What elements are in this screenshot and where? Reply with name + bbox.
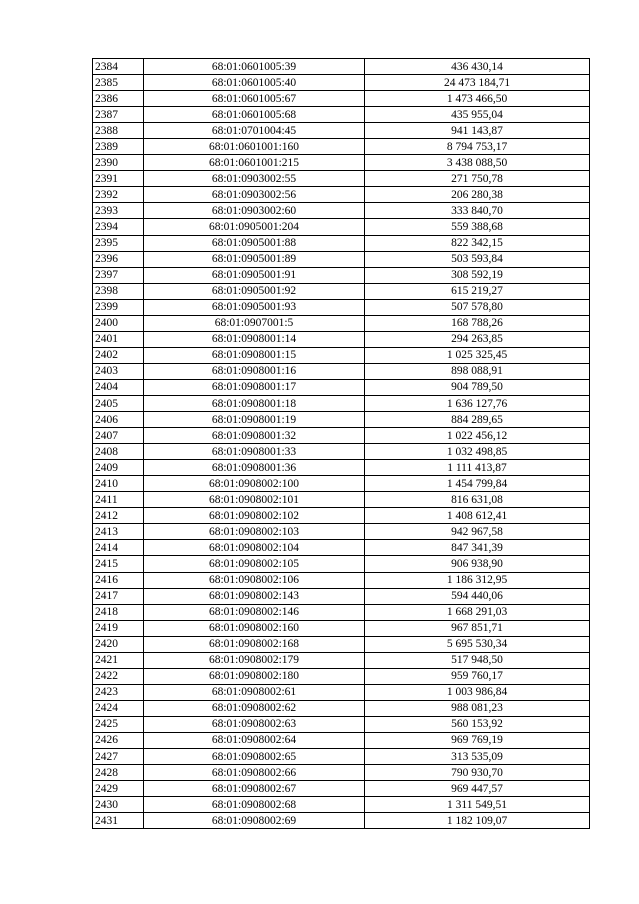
cadastral-value-cell: 333 840,70 xyxy=(365,203,590,219)
cadastral-value-cell: 1 454 799,84 xyxy=(365,476,590,492)
cadastral-value-cell: 294 263,85 xyxy=(365,331,590,347)
cadastral-number-cell: 68:01:0908002:179 xyxy=(144,652,365,668)
cadastral-value-cell: 1 032 498,85 xyxy=(365,444,590,460)
table-row xyxy=(93,444,590,460)
table-row xyxy=(93,636,590,652)
row-number-cell: 2421 xyxy=(93,652,144,668)
table-row xyxy=(93,572,590,588)
cadastral-number-cell: 68:01:0908002:102 xyxy=(144,508,365,524)
cadastral-value-cell: 24 473 184,71 xyxy=(365,75,590,91)
cadastral-value-cell: 942 967,58 xyxy=(365,524,590,540)
table-row xyxy=(93,700,590,716)
cadastral-value-cell: 517 948,50 xyxy=(365,652,590,668)
cadastral-number-cell: 68:01:0908001:17 xyxy=(144,379,365,395)
cadastral-number-cell: 68:01:0908002:168 xyxy=(144,636,365,652)
table-row xyxy=(93,59,590,75)
row-number-cell: 2410 xyxy=(93,476,144,492)
cadastral-value-cell: 1 111 413,87 xyxy=(365,460,590,476)
row-number-cell: 2399 xyxy=(93,299,144,315)
cadastral-number-cell: 68:01:0908002:63 xyxy=(144,716,365,732)
cadastral-number-cell: 68:01:0903002:56 xyxy=(144,187,365,203)
table-row xyxy=(93,524,590,540)
cadastral-number-cell: 68:01:0908002:69 xyxy=(144,813,365,829)
table-body xyxy=(93,59,590,829)
table-row xyxy=(93,267,590,283)
cadastral-value-cell: 206 280,38 xyxy=(365,187,590,203)
cadastral-number-cell: 68:01:0601005:40 xyxy=(144,75,365,91)
row-number-cell: 2404 xyxy=(93,379,144,395)
cadastral-value-cell: 436 430,14 xyxy=(365,59,590,75)
cadastral-value-cell: 904 789,50 xyxy=(365,379,590,395)
cadastral-value-cell: 1 636 127,76 xyxy=(365,395,590,411)
cadastral-number-cell: 68:01:0908001:33 xyxy=(144,444,365,460)
table-row xyxy=(93,588,590,604)
cadastral-value-cell: 790 930,70 xyxy=(365,765,590,781)
cadastral-value-cell: 1 311 549,51 xyxy=(365,797,590,813)
cadastral-number-cell: 68:01:0601005:39 xyxy=(144,59,365,75)
table-row xyxy=(93,668,590,684)
cadastral-value-cell: 559 388,68 xyxy=(365,219,590,235)
table-row xyxy=(93,107,590,123)
cadastral-number-cell: 68:01:0701004:45 xyxy=(144,123,365,139)
cadastral-value-cell: 313 535,09 xyxy=(365,749,590,765)
row-number-cell: 2402 xyxy=(93,347,144,363)
row-number-cell: 2424 xyxy=(93,700,144,716)
row-number-cell: 2397 xyxy=(93,267,144,283)
cadastral-number-cell: 68:01:0908002:101 xyxy=(144,492,365,508)
cadastral-value-cell: 898 088,91 xyxy=(365,363,590,379)
cadastral-number-cell: 68:01:0905001:204 xyxy=(144,219,365,235)
cadastral-number-cell: 68:01:0905001:88 xyxy=(144,235,365,251)
table-row xyxy=(93,428,590,444)
row-number-cell: 2423 xyxy=(93,684,144,700)
cadastral-value-cell: 8 794 753,17 xyxy=(365,139,590,155)
cadastral-value-cell: 1 022 456,12 xyxy=(365,428,590,444)
table-row xyxy=(93,331,590,347)
row-number-cell: 2393 xyxy=(93,203,144,219)
table-row xyxy=(93,203,590,219)
table-row xyxy=(93,315,590,331)
cadastral-number-cell: 68:01:0908002:67 xyxy=(144,781,365,797)
table-row xyxy=(93,781,590,797)
cadastral-number-cell: 68:01:0601001:160 xyxy=(144,139,365,155)
cadastral-number-cell: 68:01:0908001:19 xyxy=(144,412,365,428)
cadastral-number-cell: 68:01:0908001:14 xyxy=(144,331,365,347)
cadastral-number-cell: 68:01:0905001:91 xyxy=(144,267,365,283)
cadastral-value-cell: 906 938,90 xyxy=(365,556,590,572)
cadastral-value-cell: 168 788,26 xyxy=(365,315,590,331)
cadastral-value-cell: 967 851,71 xyxy=(365,620,590,636)
row-number-cell: 2429 xyxy=(93,781,144,797)
cadastral-value-cell: 308 592,19 xyxy=(365,267,590,283)
cadastral-value-cell: 884 289,65 xyxy=(365,412,590,428)
row-number-cell: 2398 xyxy=(93,283,144,299)
cadastral-value-cell: 847 341,39 xyxy=(365,540,590,556)
row-number-cell: 2418 xyxy=(93,604,144,620)
table-row xyxy=(93,716,590,732)
row-number-cell: 2391 xyxy=(93,171,144,187)
table-row xyxy=(93,171,590,187)
table-row xyxy=(93,123,590,139)
row-number-cell: 2403 xyxy=(93,363,144,379)
cadastral-value-cell: 1 668 291,03 xyxy=(365,604,590,620)
row-number-cell: 2428 xyxy=(93,765,144,781)
table-row xyxy=(93,395,590,411)
table-row xyxy=(93,797,590,813)
table-row xyxy=(93,139,590,155)
cadastral-number-cell: 68:01:0908002:61 xyxy=(144,684,365,700)
table-row xyxy=(93,652,590,668)
cadastral-number-cell: 68:01:0903002:60 xyxy=(144,203,365,219)
table-row xyxy=(93,187,590,203)
cadastral-number-cell: 68:01:0908002:68 xyxy=(144,797,365,813)
cadastral-value-cell: 1 003 986,84 xyxy=(365,684,590,700)
table-row xyxy=(93,347,590,363)
cadastral-value-cell: 969 447,57 xyxy=(365,781,590,797)
cadastral-value-cell: 5 695 530,34 xyxy=(365,636,590,652)
table-row xyxy=(93,508,590,524)
table-row xyxy=(93,363,590,379)
table-row xyxy=(93,235,590,251)
cadastral-value-cell: 941 143,87 xyxy=(365,123,590,139)
cadastral-value-cell: 988 081,23 xyxy=(365,700,590,716)
cadastral-number-cell: 68:01:0908002:64 xyxy=(144,732,365,748)
cadastral-value-table xyxy=(92,58,590,829)
row-number-cell: 2430 xyxy=(93,797,144,813)
cadastral-number-cell: 68:01:0908002:65 xyxy=(144,749,365,765)
row-number-cell: 2405 xyxy=(93,395,144,411)
row-number-cell: 2388 xyxy=(93,123,144,139)
row-number-cell: 2409 xyxy=(93,460,144,476)
table-row xyxy=(93,492,590,508)
cadastral-number-cell: 68:01:0908002:146 xyxy=(144,604,365,620)
cadastral-number-cell: 68:01:0905001:93 xyxy=(144,299,365,315)
table-row xyxy=(93,540,590,556)
cadastral-number-cell: 68:01:0905001:89 xyxy=(144,251,365,267)
row-number-cell: 2390 xyxy=(93,155,144,171)
row-number-cell: 2412 xyxy=(93,508,144,524)
table-row xyxy=(93,813,590,829)
cadastral-value-cell: 503 593,84 xyxy=(365,251,590,267)
cadastral-value-cell: 435 955,04 xyxy=(365,107,590,123)
table-row xyxy=(93,155,590,171)
cadastral-number-cell: 68:01:0908001:36 xyxy=(144,460,365,476)
row-number-cell: 2386 xyxy=(93,91,144,107)
table-row xyxy=(93,75,590,91)
row-number-cell: 2406 xyxy=(93,412,144,428)
table-row xyxy=(93,749,590,765)
cadastral-number-cell: 68:01:0908001:16 xyxy=(144,363,365,379)
table-row xyxy=(93,765,590,781)
cadastral-value-cell: 816 631,08 xyxy=(365,492,590,508)
row-number-cell: 2392 xyxy=(93,187,144,203)
cadastral-number-cell: 68:01:0907001:5 xyxy=(144,315,365,331)
cadastral-value-cell: 959 760,17 xyxy=(365,668,590,684)
table-row xyxy=(93,283,590,299)
cadastral-value-cell: 822 342,15 xyxy=(365,235,590,251)
cadastral-value-cell: 594 440,06 xyxy=(365,588,590,604)
table-row xyxy=(93,299,590,315)
row-number-cell: 2385 xyxy=(93,75,144,91)
cadastral-value-cell: 1 186 312,95 xyxy=(365,572,590,588)
row-number-cell: 2416 xyxy=(93,572,144,588)
cadastral-number-cell: 68:01:0908002:62 xyxy=(144,700,365,716)
cadastral-number-cell: 68:01:0905001:92 xyxy=(144,283,365,299)
cadastral-number-cell: 68:01:0908002:100 xyxy=(144,476,365,492)
row-number-cell: 2407 xyxy=(93,428,144,444)
cadastral-number-cell: 68:01:0908001:15 xyxy=(144,347,365,363)
row-number-cell: 2408 xyxy=(93,444,144,460)
row-number-cell: 2411 xyxy=(93,492,144,508)
row-number-cell: 2384 xyxy=(93,59,144,75)
table-row xyxy=(93,219,590,235)
cadastral-value-cell: 615 219,27 xyxy=(365,283,590,299)
cadastral-number-cell: 68:01:0908002:66 xyxy=(144,765,365,781)
table-row xyxy=(93,476,590,492)
row-number-cell: 2415 xyxy=(93,556,144,572)
table-row xyxy=(93,460,590,476)
cadastral-number-cell: 68:01:0908002:103 xyxy=(144,524,365,540)
row-number-cell: 2389 xyxy=(93,139,144,155)
table-row xyxy=(93,251,590,267)
table-row xyxy=(93,620,590,636)
cadastral-number-cell: 68:01:0908002:104 xyxy=(144,540,365,556)
cadastral-value-cell: 1 182 109,07 xyxy=(365,813,590,829)
cadastral-number-cell: 68:01:0908002:106 xyxy=(144,572,365,588)
row-number-cell: 2396 xyxy=(93,251,144,267)
cadastral-value-cell: 1 025 325,45 xyxy=(365,347,590,363)
cadastral-value-cell: 560 153,92 xyxy=(365,716,590,732)
row-number-cell: 2414 xyxy=(93,540,144,556)
row-number-cell: 2422 xyxy=(93,668,144,684)
cadastral-number-cell: 68:01:0601005:68 xyxy=(144,107,365,123)
row-number-cell: 2400 xyxy=(93,315,144,331)
cadastral-number-cell: 68:01:0908002:160 xyxy=(144,620,365,636)
table-row xyxy=(93,379,590,395)
row-number-cell: 2417 xyxy=(93,588,144,604)
cadastral-number-cell: 68:01:0601005:67 xyxy=(144,91,365,107)
row-number-cell: 2413 xyxy=(93,524,144,540)
table-row xyxy=(93,91,590,107)
cadastral-value-cell: 271 750,78 xyxy=(365,171,590,187)
row-number-cell: 2427 xyxy=(93,749,144,765)
row-number-cell: 2425 xyxy=(93,716,144,732)
table-row xyxy=(93,684,590,700)
cadastral-number-cell: 68:01:0908002:105 xyxy=(144,556,365,572)
table-row xyxy=(93,604,590,620)
row-number-cell: 2387 xyxy=(93,107,144,123)
table-row xyxy=(93,412,590,428)
cadastral-value-cell: 3 438 088,50 xyxy=(365,155,590,171)
row-number-cell: 2394 xyxy=(93,219,144,235)
cadastral-value-cell: 969 769,19 xyxy=(365,732,590,748)
cadastral-number-cell: 68:01:0908002:180 xyxy=(144,668,365,684)
row-number-cell: 2395 xyxy=(93,235,144,251)
row-number-cell: 2419 xyxy=(93,620,144,636)
cadastral-number-cell: 68:01:0908002:143 xyxy=(144,588,365,604)
table-row xyxy=(93,556,590,572)
cadastral-number-cell: 68:01:0601001:215 xyxy=(144,155,365,171)
table-row xyxy=(93,732,590,748)
row-number-cell: 2401 xyxy=(93,331,144,347)
cadastral-number-cell: 68:01:0908001:18 xyxy=(144,395,365,411)
row-number-cell: 2431 xyxy=(93,813,144,829)
cadastral-number-cell: 68:01:0908001:32 xyxy=(144,428,365,444)
row-number-cell: 2426 xyxy=(93,732,144,748)
cadastral-value-cell: 1 408 612,41 xyxy=(365,508,590,524)
cadastral-value-cell: 1 473 466,50 xyxy=(365,91,590,107)
cadastral-number-cell: 68:01:0903002:55 xyxy=(144,171,365,187)
cadastral-value-cell: 507 578,80 xyxy=(365,299,590,315)
row-number-cell: 2420 xyxy=(93,636,144,652)
